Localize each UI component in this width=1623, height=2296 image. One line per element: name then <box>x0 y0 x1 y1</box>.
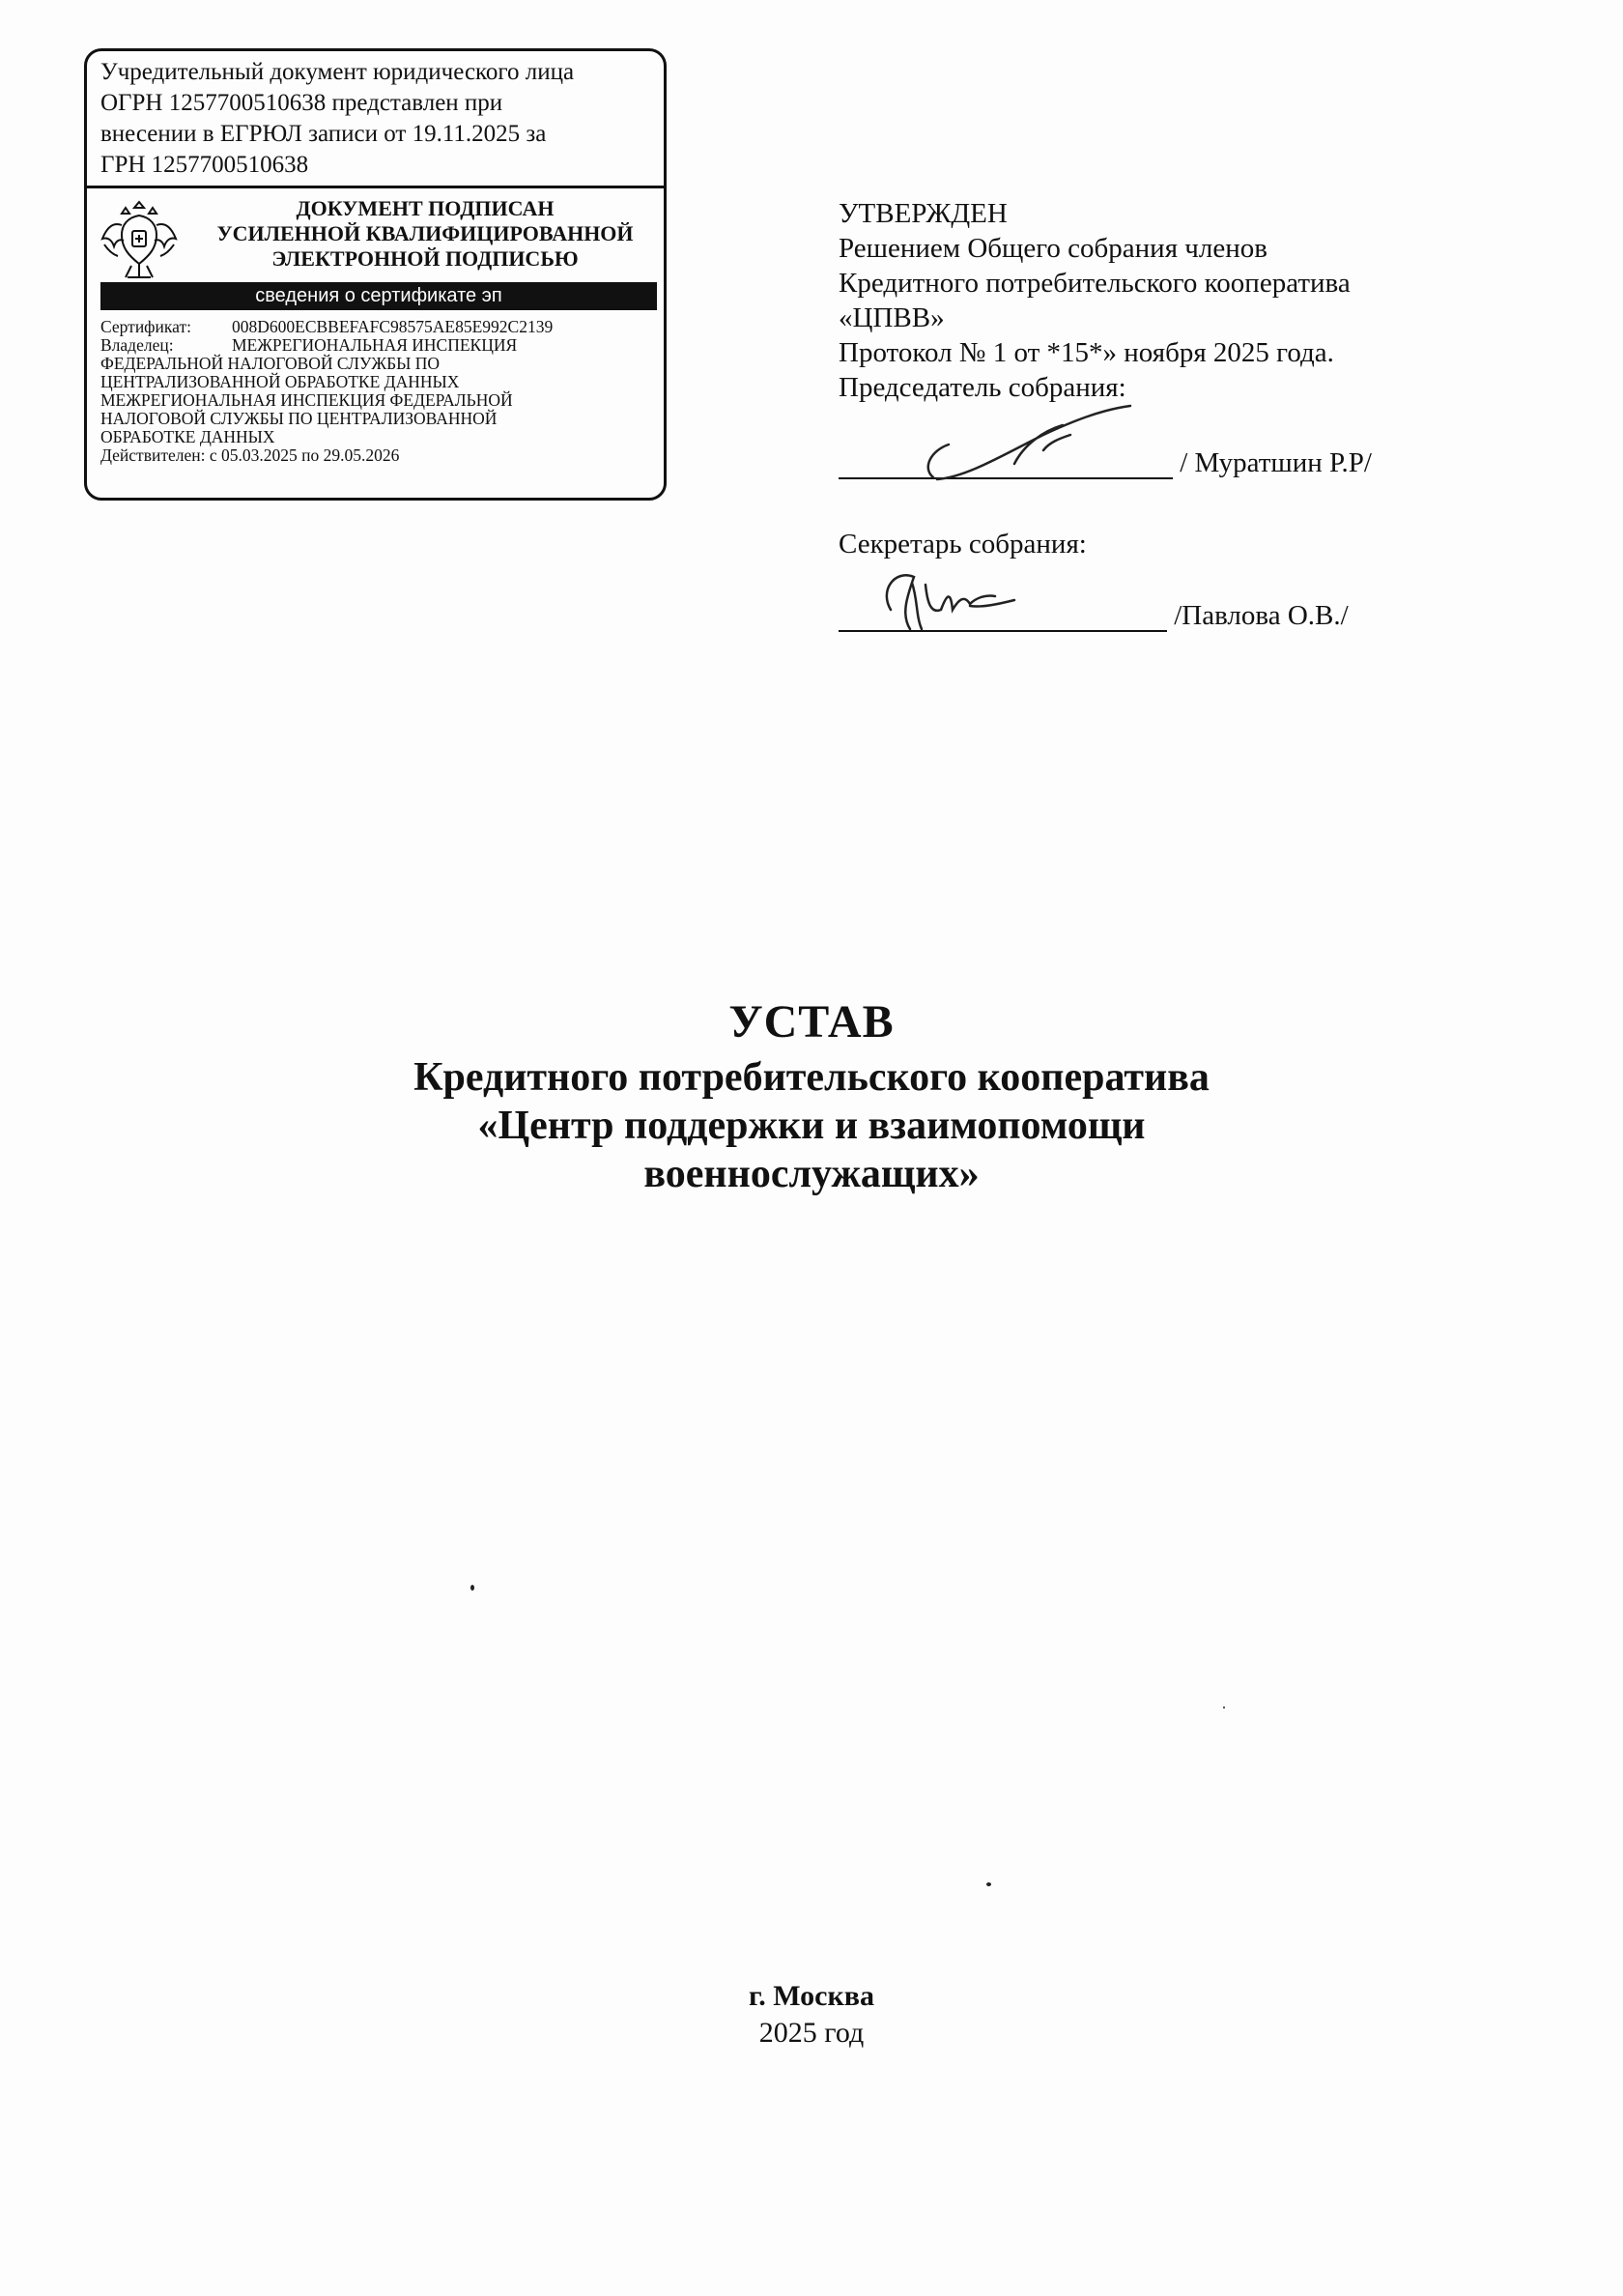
russian-coat-of-arms-icon <box>99 196 180 285</box>
certificate-details <box>100 318 661 465</box>
chair-signature-row <box>839 446 1372 479</box>
document-title: УСТАВ <box>728 996 895 1048</box>
owner-line: ОБРАБОТКЕ ДАННЫХ <box>100 427 275 446</box>
secretary-label-row <box>839 528 1087 560</box>
chair-name: / Муратшин Р.Р/ <box>1180 447 1372 478</box>
stamp-divider <box>87 186 664 188</box>
secretary-signature-line <box>839 601 1167 632</box>
owner-line: ЦЕНТРАЛИЗОВАННОЙ ОБРАБОТКЕ ДАННЫХ <box>100 372 460 391</box>
scan-speck <box>986 1882 991 1886</box>
validity-label: Действителен: <box>100 445 206 465</box>
registration-line: Учредительный документ юридического лица <box>100 59 575 85</box>
certificate-row <box>100 318 661 336</box>
approval-line: Решением Общего собрания членов <box>839 233 1267 264</box>
egrul-registration-stamp <box>84 48 667 501</box>
owner-line: НАЛОГОВОЙ СЛУЖБЫ ПО ЦЕНТРАЛИЗОВАННОЙ <box>100 409 498 428</box>
secretary-name: /Павлова О.В./ <box>1174 600 1349 631</box>
owner-line: МЕЖРЕГИОНАЛЬНАЯ ИНСПЕКЦИЯ <box>232 335 518 355</box>
registration-text <box>100 57 661 181</box>
scan-speck <box>470 1585 474 1591</box>
signed-title-line: УСИЛЕННОЙ КВАЛИФИЦИРОВАННОЙ <box>216 221 634 245</box>
certificate-info-bar: сведения о сертификате эп <box>100 282 657 310</box>
validity-value: с 05.03.2025 по 29.05.2026 <box>209 445 400 465</box>
year: 2025 год <box>758 2017 865 2049</box>
signed-title-line: ДОКУМЕНТ ПОДПИСАН <box>296 196 555 220</box>
subtitle-line: Кредитного потребительского кооператива <box>413 1055 1210 1100</box>
subtitle-line: «Центр поддержки и взаимопомощи <box>477 1104 1146 1148</box>
approval-line: Протокол № 1 от *15*» ноября 2025 года. <box>839 337 1334 368</box>
approval-heading: УТВЕРЖДЕН <box>839 198 1008 229</box>
validity-row <box>100 446 661 465</box>
approval-block <box>839 196 1515 405</box>
document-subtitle <box>232 1053 1391 1198</box>
owner-label: Владелец: <box>100 335 174 355</box>
secretary-signature-row <box>839 599 1349 632</box>
subtitle-line: военнослужащих» <box>643 1152 980 1196</box>
charter-title <box>232 995 1391 1198</box>
chair-label: Председатель собрания: <box>839 372 1126 403</box>
owner-line: ФЕДЕРАЛЬНОЙ НАЛОГОВОЙ СЛУЖБЫ ПО <box>100 354 441 373</box>
signed-title-line: ЭЛЕКТРОННОЙ ПОДПИСЬЮ <box>271 246 579 271</box>
approval-line: «ЦПВВ» <box>839 302 945 333</box>
scan-speck <box>1223 1707 1225 1708</box>
signed-document-title <box>193 196 657 272</box>
place-and-year <box>522 1978 1101 2052</box>
city: г. Москва <box>749 1980 874 2012</box>
registration-line: ГРН 1257700510638 <box>100 152 309 178</box>
owner-line: МЕЖРЕГИОНАЛЬНАЯ ИНСПЕКЦИЯ ФЕДЕРАЛЬНОЙ <box>100 390 513 410</box>
certificate-label: Сертификат: <box>100 317 191 336</box>
secretary-label: Секретарь собрания: <box>839 529 1087 560</box>
chair-signature-line <box>839 448 1173 479</box>
owner-row <box>100 336 661 355</box>
certificate-number: 008D600ECBBEFAFC98575AE85E992C2139 <box>232 317 554 336</box>
registration-line: внесении в ЕГРЮЛ записи от 19.11.2025 за <box>100 121 547 147</box>
registration-line: ОГРН 1257700510638 представлен при <box>100 90 503 116</box>
approval-line: Кредитного потребительского кооператива <box>839 268 1351 299</box>
